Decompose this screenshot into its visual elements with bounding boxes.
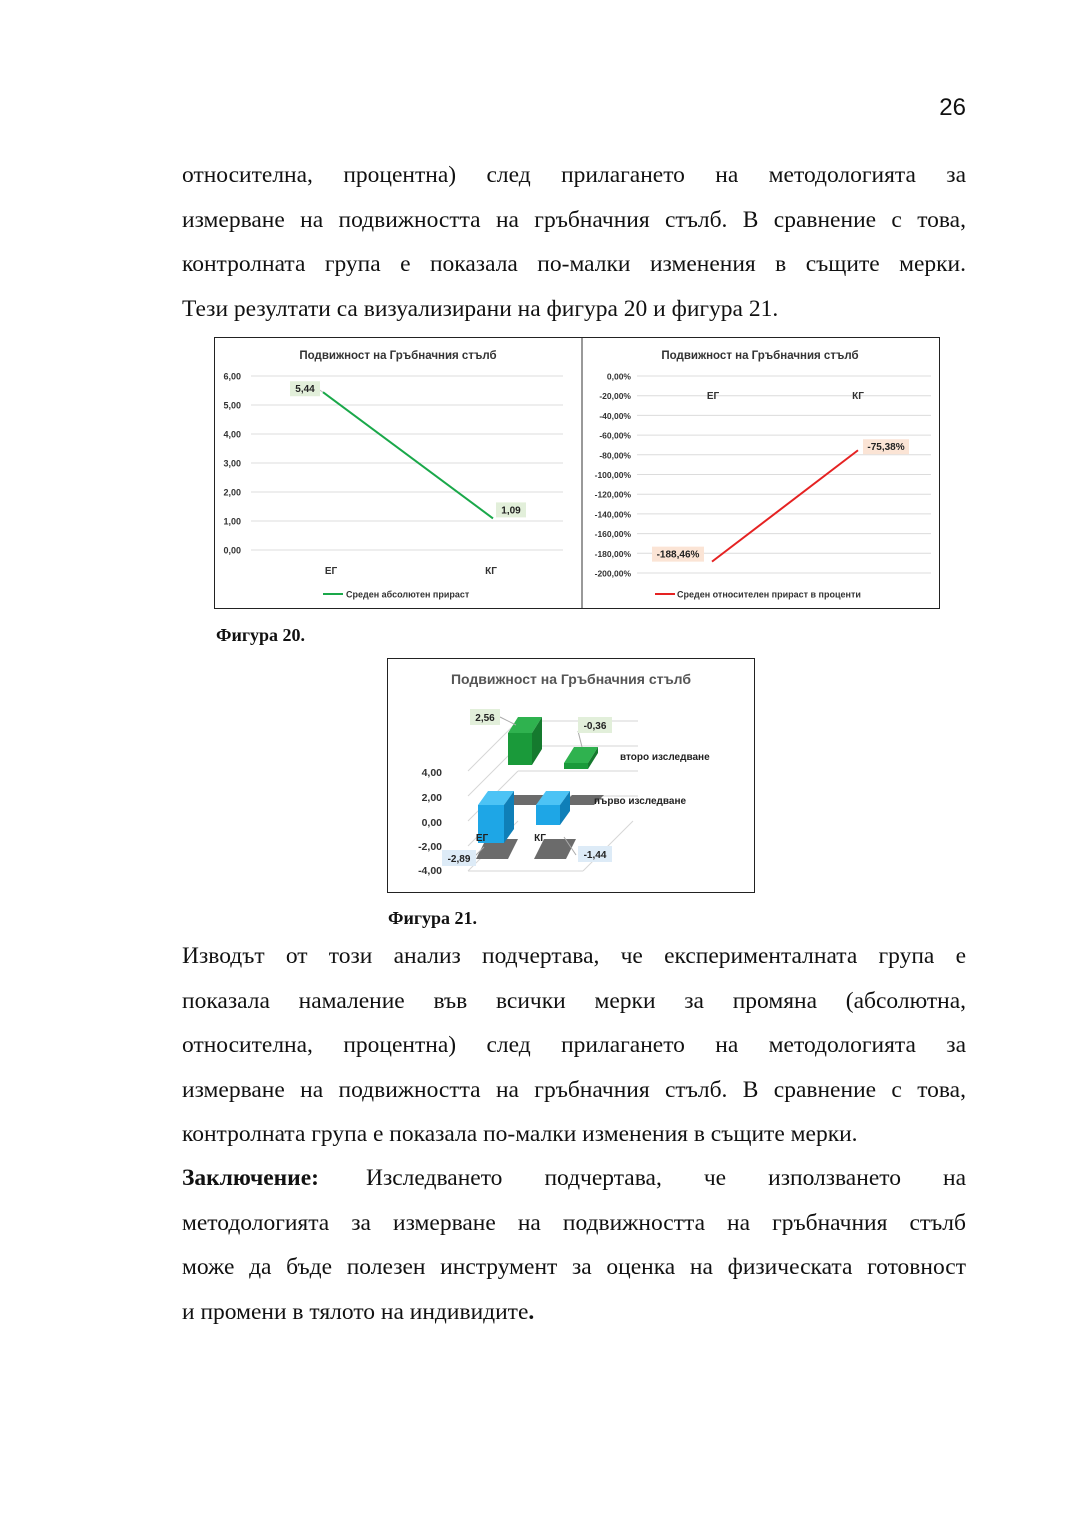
text-line: относителна, процентна) след прилагането на методологията за (182, 1032, 966, 1058)
chart1-gridlines (251, 376, 563, 550)
chart2-x-label-eg: ЕГ (706, 391, 720, 402)
intro-paragraph (182, 153, 966, 331)
chart3-y-tick: 4,00 (421, 767, 442, 779)
y-tick-label: -100,00% (594, 470, 631, 480)
chart1-series-line (323, 392, 493, 518)
y-tick-label: 6,00 (223, 371, 241, 382)
final-period: . (528, 1298, 535, 1325)
chart3-x-label-kg: КГ (534, 833, 546, 844)
figure-21 (387, 658, 755, 893)
chart1-title: Подвижност на Гръбначния стълб (299, 350, 497, 362)
chart3-data-label-kg-second: -0,36 (583, 721, 607, 732)
chart3-y-tick: 2,00 (421, 792, 442, 804)
conclusion-first-row (182, 1156, 966, 1201)
figure-20-svg (215, 338, 939, 608)
text-line: контролната група е показала по-малки изменения в същите мерки. (182, 1121, 858, 1147)
y-tick-label: 2,00 (223, 487, 241, 498)
chart3-title: Подвижност на Гръбначния стълб (450, 671, 692, 687)
chart2-series-line (712, 450, 858, 561)
chart1-y-ticks (223, 372, 241, 556)
chart3-y-tick: 0,00 (421, 817, 442, 829)
y-tick-label: -60,00% (599, 430, 631, 441)
chart1-data-label-eg: 5,44 (295, 384, 315, 396)
text-line: измерване на подвижността на гръбначния стълб. В сравнение с това, (182, 1076, 966, 1103)
y-tick-label: 0,00 (223, 545, 241, 556)
figure-20-caption: Фигура 20. (216, 625, 306, 645)
chart2-x-label-kg: КГ (852, 391, 864, 402)
text-line: и промени в тялото на индивидите (182, 1298, 529, 1325)
chart3-y-tick: -2,00 (418, 841, 442, 853)
figure-20 (214, 337, 940, 609)
text-line: Тези резултати са визуализирани на фигура 20 и фигура 21. (182, 295, 779, 322)
chart3-data-label-kg-first: -1,44 (583, 850, 607, 861)
y-tick-label: -200,00% (594, 568, 631, 579)
text-line: относителна, процентна) след прилагането на методологията за (182, 162, 966, 188)
chart1-legend-label: Среден абсолютен прираст (346, 589, 470, 600)
chart3-data-label-eg-second: 2,56 (475, 713, 495, 724)
y-tick-label: 4,00 (223, 429, 241, 440)
text-line: Изследването подчертава, че използването на (366, 1165, 966, 1191)
text-line: измерване на подвижността на гръбначния стълб. В сравнение с това, (182, 206, 966, 233)
chart3-bar-kg-first (536, 805, 560, 825)
y-tick-label: -40,00% (599, 410, 631, 421)
chart2-data-label-kg: -75,38% (867, 442, 905, 454)
text-line: може да бъде полезен инструмент за оценка на физическата готовност (182, 1254, 966, 1280)
chart3-series-label-first: първо изследване (594, 796, 687, 807)
y-tick-label: -120,00% (594, 489, 631, 500)
page-number: 26 (939, 94, 966, 121)
chart3-x-label-eg: ЕГ (475, 833, 489, 844)
y-tick-label: -160,00% (594, 529, 631, 540)
y-tick-label: -140,00% (594, 509, 631, 520)
y-tick-label: 5,00 (223, 400, 241, 411)
conclusion-paragraph (182, 1156, 966, 1334)
chart3-series-label-second: второ изследване (620, 752, 710, 763)
conclusion-label: Заключение: (182, 1165, 319, 1191)
chart2-gridlines (637, 376, 931, 573)
chart1-x-label-kg: КГ (485, 566, 497, 577)
chart3-y-tick: -4,00 (418, 865, 442, 877)
y-tick-label: 3,00 (223, 458, 241, 469)
text-line: показала намаление във всички мерки за промяна (абсолютна, (182, 987, 966, 1014)
chart2-title: Подвижност на Гръбначния стълб (661, 350, 859, 362)
y-tick-label: 0,00% (606, 371, 631, 382)
chart2-y-ticks (595, 372, 632, 579)
chart3-bar-eg-second (508, 733, 532, 765)
y-tick-label: -80,00% (599, 450, 631, 461)
chart3-data-label-eg-first: -2,89 (447, 854, 471, 865)
text-line: методологията за измерване на подвижността на гръбначния стълб (182, 1209, 966, 1236)
y-tick-label: -180,00% (594, 548, 631, 559)
chart2-legend-label: Среден относителен прираст в проценти (677, 589, 861, 600)
figure-21-svg (388, 659, 754, 892)
analysis-paragraph (182, 934, 966, 1157)
chart3-bar-kg-second (564, 763, 588, 769)
text-line: контролната група е показала по-малки изменения в същите мерки. (182, 251, 966, 277)
chart1-data-label-kg: 1,09 (501, 505, 521, 517)
chart1-x-label-eg: ЕГ (324, 566, 338, 577)
y-tick-label: 1,00 (223, 516, 241, 527)
y-tick-label: -20,00% (599, 391, 631, 402)
figure-21-caption: Фигура 21. (388, 908, 478, 928)
chart3-y-ticks (418, 767, 442, 877)
conclusion-last-row (182, 1290, 966, 1335)
chart2-data-label-eg: -188,46% (656, 549, 700, 561)
text-line: Изводът от този анализ подчертава, че експерименталната група е (182, 943, 966, 969)
